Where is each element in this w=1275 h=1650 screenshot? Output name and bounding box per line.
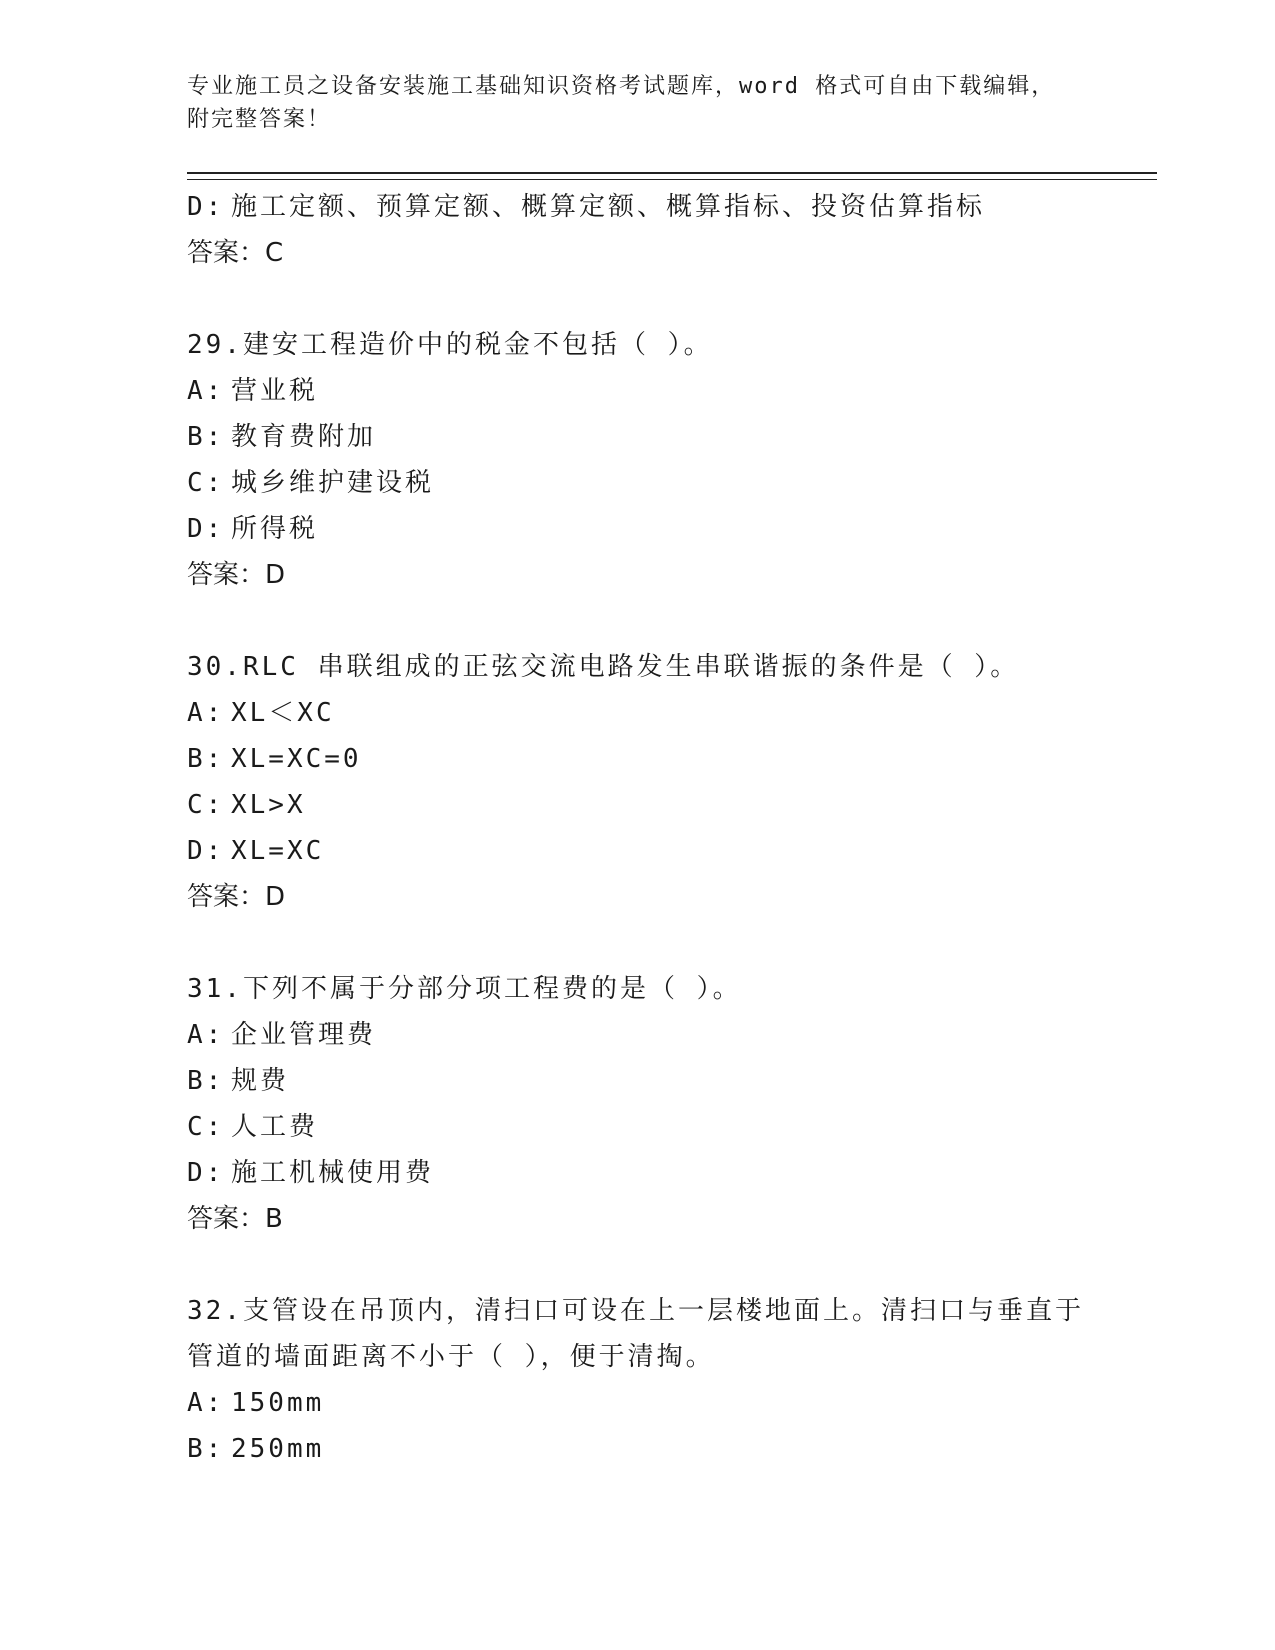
option-label: A: [187, 376, 225, 406]
option-b [187, 1058, 1157, 1104]
option-text: 规费 [231, 1066, 290, 1096]
spacer [187, 276, 1157, 322]
question-stem: 31.下列不属于分部分项工程费的是（ ）。 [187, 974, 742, 1004]
option-label: B: [187, 422, 225, 452]
option-label: B: [187, 1066, 225, 1096]
option-text: XL>X [231, 790, 306, 820]
option-d [187, 506, 1157, 552]
option-text: 人工费 [231, 1112, 319, 1142]
spacer [187, 1242, 1157, 1288]
option-b [187, 414, 1157, 460]
option-label: D: [187, 192, 225, 222]
header-line-1: 专业施工员之设备安装施工基础知识资格考试题库，word 格式可自由下载编辑， [187, 74, 1056, 99]
spacer [187, 920, 1157, 966]
header-line-2: 附完整答案！ [187, 107, 332, 132]
answer: 答案：B [187, 1204, 283, 1234]
option-c [187, 460, 1157, 506]
option-text: XL＜XC [231, 698, 335, 728]
option-d-carryover [187, 184, 1157, 230]
question-body [187, 184, 1157, 1472]
option-d [187, 828, 1157, 874]
option-text: 企业管理费 [231, 1020, 377, 1050]
answer: 答案：D [187, 882, 286, 912]
option-text: 施工机械使用费 [231, 1158, 435, 1188]
question-31 [187, 966, 1157, 1242]
answer: 答案：D [187, 560, 286, 590]
document-header [187, 70, 1157, 136]
question-stem-line-2: 管道的墙面距离不小于（ ），便于清掏。 [187, 1342, 715, 1372]
option-label: C: [187, 468, 225, 498]
question-30 [187, 644, 1157, 920]
question-stem: 30.RLC 串联组成的正弦交流电路发生串联谐振的条件是（ ）。 [187, 652, 1020, 682]
option-label: D: [187, 836, 225, 866]
option-text: 所得税 [231, 514, 319, 544]
question-stem: 29.建安工程造价中的税金不包括（ ）。 [187, 330, 713, 360]
option-d [187, 1150, 1157, 1196]
option-a [187, 690, 1157, 736]
option-c [187, 1104, 1157, 1150]
spacer [187, 598, 1157, 644]
option-c [187, 782, 1157, 828]
option-label: C: [187, 790, 225, 820]
option-text: 城乡维护建设税 [231, 468, 435, 498]
question-29 [187, 322, 1157, 598]
option-text: 教育费附加 [231, 422, 377, 452]
option-b [187, 1426, 1157, 1472]
question-32 [187, 1288, 1157, 1472]
option-text: 150mm [231, 1388, 325, 1418]
option-a [187, 1380, 1157, 1426]
answer-carryover: 答案：C [187, 238, 284, 268]
document-page [187, 70, 1157, 1472]
option-text: XL=XC [231, 836, 325, 866]
option-label: D: [187, 514, 225, 544]
option-a [187, 368, 1157, 414]
option-a [187, 1012, 1157, 1058]
option-label: A: [187, 1388, 225, 1418]
option-label: B: [187, 1434, 225, 1464]
option-label: D: [187, 1158, 225, 1188]
option-label: A: [187, 1020, 225, 1050]
option-text: 施工定额、预算定额、概算定额、概算指标、投资估算指标 [231, 192, 986, 222]
option-label: A: [187, 698, 225, 728]
option-text: XL=XC=0 [231, 744, 362, 774]
question-stem-line-1: 32.支管设在吊顶内，清扫口可设在上一层楼地面上。清扫口与垂直于 [187, 1296, 1084, 1326]
header-divider [187, 172, 1157, 180]
option-text: 营业税 [231, 376, 319, 406]
option-label: B: [187, 744, 225, 774]
option-text: 250mm [231, 1434, 325, 1464]
option-label: C: [187, 1112, 225, 1142]
option-b [187, 736, 1157, 782]
